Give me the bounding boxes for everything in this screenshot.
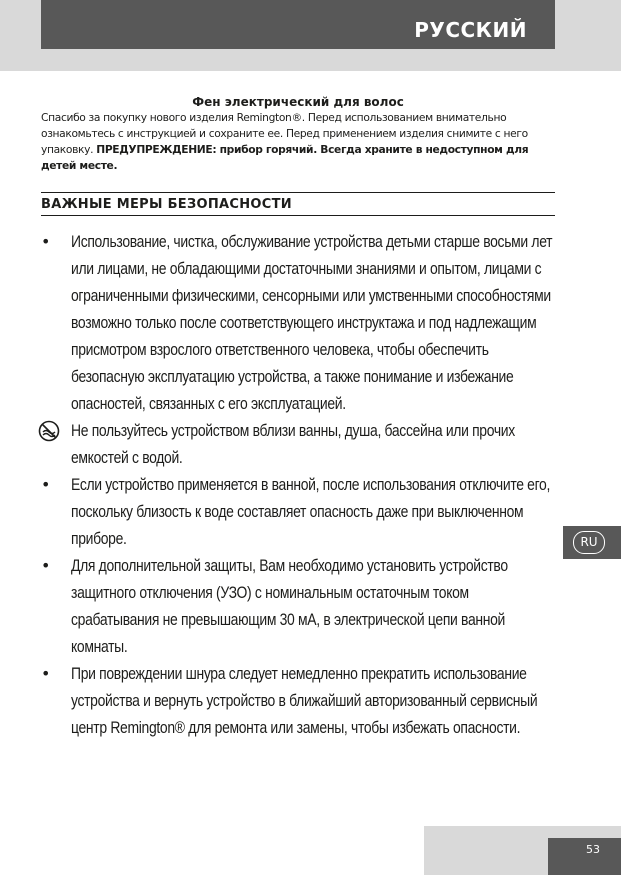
language-code-badge: RU (573, 531, 605, 554)
bullet-marker: • (41, 475, 51, 494)
page-number: 53 (586, 843, 600, 856)
intro-paragraph (41, 110, 555, 174)
list-item-text: Если устройство применяется в ванной, после использования отключите его, поскольку близость к воде составляет опасность даже при выключенном приборе. (71, 475, 551, 548)
list-item-text: Не пользуйтесь устройством вблизи ванны, душа, бассейна или прочих емкостей с водой. (71, 421, 515, 467)
section-title: ВАЖНЫЕ МЕРЫ БЕЗОПАСНОСТИ (41, 197, 292, 212)
list-item (41, 228, 561, 417)
list-item-text: Для дополнительной защиты, Вам необходимо установить устройство защитного отключения (УЗО) с номинальным остаточным током срабатывания не превышающим 30 мА, в электрической цепи ванной комнаты. (71, 556, 508, 656)
list-item-text: Использование, чистка, обслуживание устройства детьми старше восьми лет или лицами, не обладающими достаточными знаниями и опытом, лицами с ограниченными физическими, сенсорными или умственными способностями возможно только после соответствующего инструктажа и под надлежащим присмотром взрослого ответственного человека, чтобы обеспечить безопасную эксплуатацию устройства, а также понимание и избежание опасностей, связанных с его эксплуатацией. (71, 232, 553, 413)
language-tab (563, 526, 621, 559)
language-bar (41, 0, 555, 49)
no-water-icon (38, 420, 60, 442)
safety-list (41, 228, 561, 741)
list-item (41, 417, 561, 471)
list-item (41, 552, 561, 660)
page-number-box (548, 838, 621, 875)
intro-text: Спасибо за покупку нового изделия Remington®. Перед использованием внимательно ознакомьтесь с инструкцией и сохраните ее. Перед применением изделия снимите с него упаковку. (41, 111, 528, 156)
section-header (41, 192, 555, 216)
warning-text: ПРЕДУПРЕЖДЕНИЕ: прибор горячий. Всегда храните в недоступном для детей месте. (41, 143, 529, 172)
list-item-text: При повреждении шнура следует немедленно прекратить использование устройства и вернуть устройство в ближайший авторизованный сервисный центр Remington® для ремонта или замены, чтобы избежать опасности. (71, 664, 538, 737)
language-title: РУССКИЙ (414, 18, 527, 42)
bullet-marker: • (41, 664, 51, 683)
document-title: Фен электрический для волос (192, 95, 404, 109)
bullet-marker: • (41, 232, 51, 251)
list-item (41, 471, 561, 552)
intro-block (41, 94, 555, 174)
list-item (41, 660, 561, 741)
bullet-marker: • (41, 556, 51, 575)
